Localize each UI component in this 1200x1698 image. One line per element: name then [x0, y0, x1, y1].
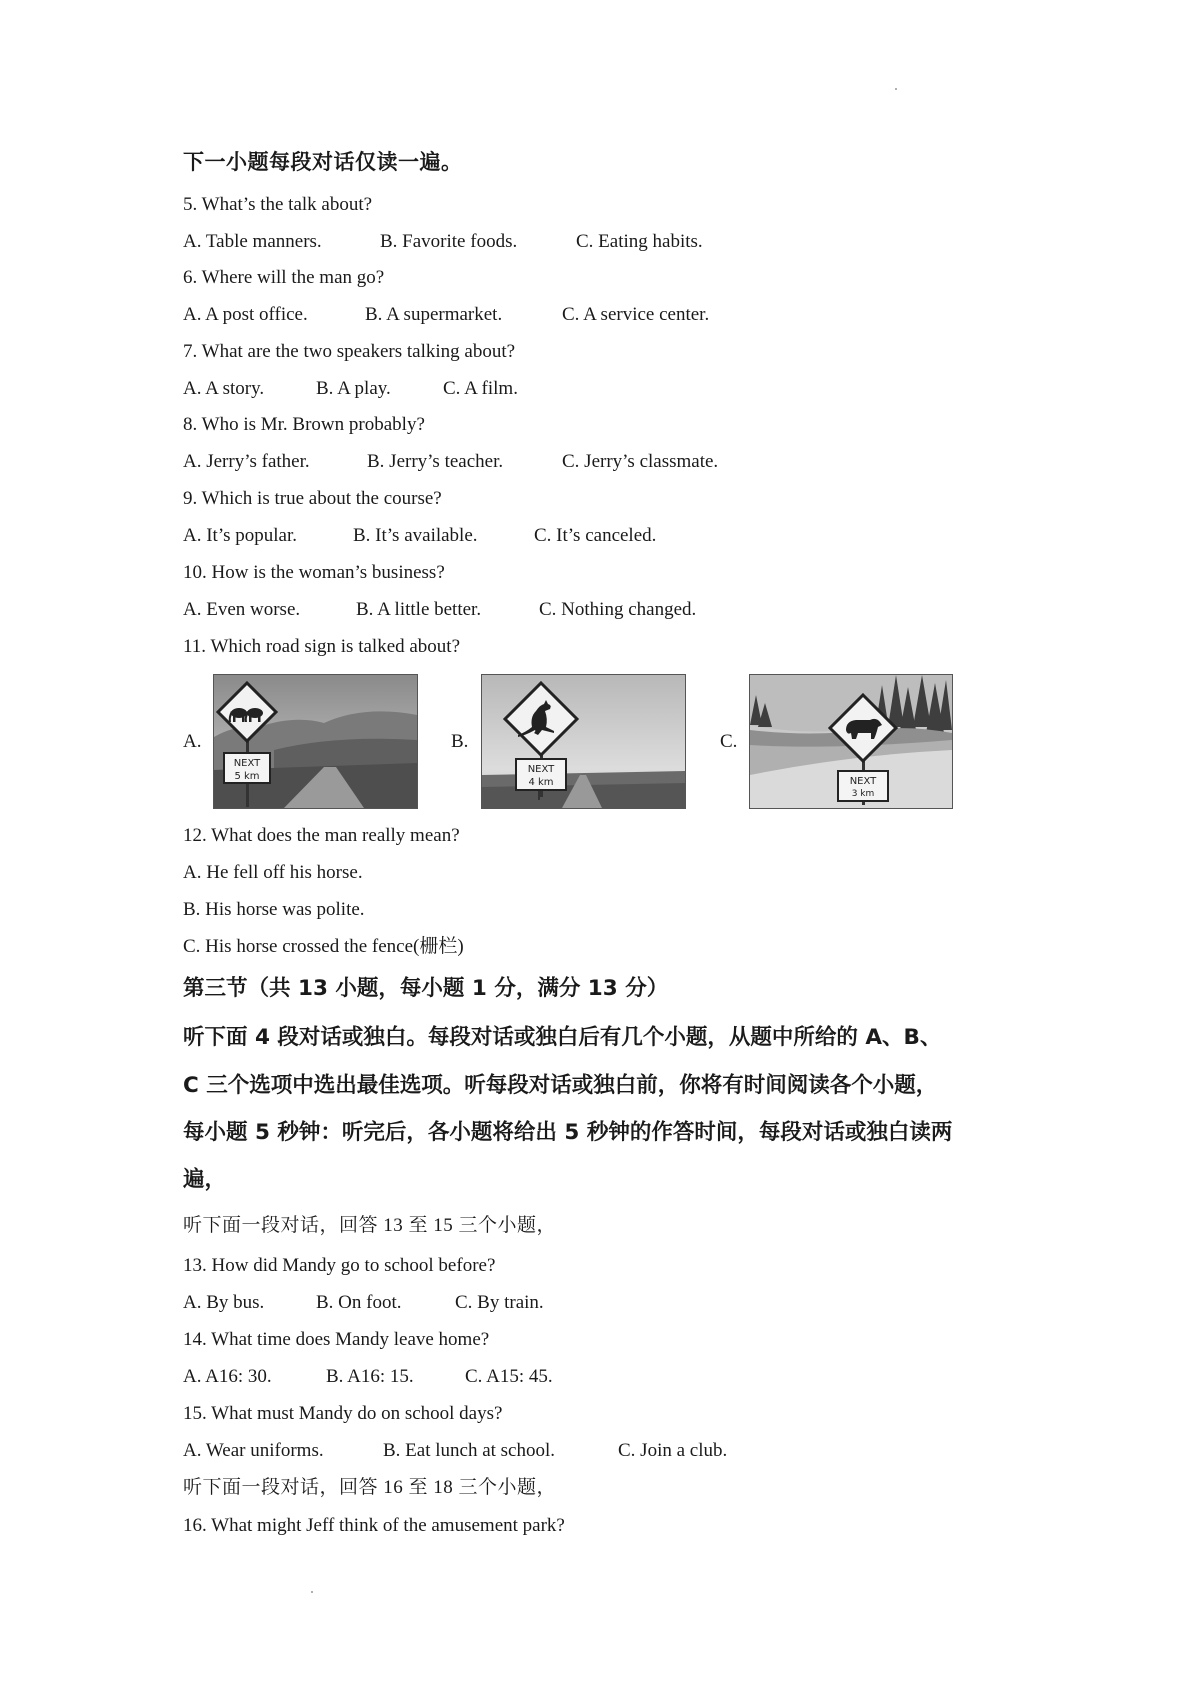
- option-a: A. Jerry’s father.: [183, 451, 310, 472]
- option-b: B. Jerry’s teacher.: [367, 451, 504, 472]
- sign-option-b-label: B.: [451, 731, 469, 752]
- question-7-options: [183, 377, 943, 401]
- scan-speck: [311, 1591, 313, 1593]
- option-b: B. On foot.: [316, 1292, 402, 1313]
- question-9: 9. Which is true about the course?: [183, 488, 442, 509]
- sign-option-c-label: C.: [720, 731, 738, 752]
- option-c: C. It’s canceled.: [534, 525, 657, 546]
- option-c: C. A film.: [443, 378, 518, 399]
- sign-option-a-label: A.: [183, 731, 202, 752]
- question-13-options: [183, 1291, 943, 1315]
- section-3-title: 第三节（共 13 小题，每小题 1 分，满分 13 分）: [183, 976, 669, 1001]
- option-b: B. A supermarket.: [365, 304, 503, 325]
- section-3-instructions-line-2: C 三个选项中选出最佳选项。听每段对话或独白前，你将有时间阅读各个小题，: [183, 1073, 938, 1098]
- option-a: A. A story.: [183, 378, 265, 399]
- question-6: 6. Where will the man go?: [183, 267, 385, 288]
- option-c: C. By train.: [455, 1292, 544, 1313]
- option-b: B. Favorite foods.: [380, 231, 518, 252]
- option-c: C. Join a club.: [618, 1440, 728, 1461]
- option-a: A. A post office.: [183, 304, 308, 325]
- question-7: 7. What are the two speakers talking about?: [183, 341, 516, 362]
- option-b: B. It’s available.: [353, 525, 478, 546]
- question-10: 10. How is the woman’s business?: [183, 562, 445, 583]
- question-12-option-b: B. His horse was polite.: [183, 899, 365, 920]
- sign-c-next-text: NEXT: [849, 776, 877, 787]
- question-11: 11. Which road sign is talked about?: [183, 636, 461, 657]
- option-b: B. A little better.: [356, 599, 482, 620]
- section-3-instructions-line-4: 遍，: [183, 1167, 227, 1192]
- option-a: A. By bus.: [183, 1292, 265, 1313]
- option-b: B. A16: 15.: [326, 1366, 414, 1387]
- question-13: 13. How did Mandy go to school before?: [183, 1255, 496, 1276]
- option-a: A. Even worse.: [183, 599, 301, 620]
- question-8-options: [183, 450, 943, 474]
- sign-c-distance-text: 3 km: [851, 789, 875, 799]
- question-10-options: [183, 598, 943, 622]
- question-12-option-a: A. He fell off his horse.: [183, 862, 363, 883]
- road-sign-photo-b: [481, 674, 686, 809]
- question-14-options: [183, 1365, 943, 1389]
- section-3-instructions-line-3: 每小题 5 秒钟：听完后，各小题将给出 5 秒钟的作答时间，每段对话或独白读两: [183, 1120, 953, 1145]
- option-c: C. Jerry’s classmate.: [562, 451, 719, 472]
- question-15-options: [183, 1439, 943, 1463]
- question-5-options: [183, 230, 943, 254]
- road-sign-photo-c: [749, 674, 953, 809]
- option-c: C. A15: 45.: [465, 1366, 553, 1387]
- question-6-options: [183, 303, 943, 327]
- question-8: 8. Who is Mr. Brown probably?: [183, 414, 425, 435]
- sign-b-distance-text: 4 km: [528, 777, 554, 788]
- question-14: 14. What time does Mandy leave home?: [183, 1329, 490, 1350]
- road-sign-photo-a: [213, 674, 418, 809]
- group-2-intro: 听下面一段对话，回答 16 至 18 三个小题，: [183, 1477, 557, 1498]
- question-5: 5. What’s the talk about?: [183, 194, 373, 215]
- option-b: B. A play.: [316, 378, 391, 399]
- option-a: A. It’s popular.: [183, 525, 297, 546]
- section-3-instructions-line-1: 听下面 4 段对话或独白。每段对话或独白后有几个小题，从题中所给的 A、B、: [183, 1025, 942, 1050]
- question-16: 16. What might Jeff think of the amusement park?: [183, 1515, 565, 1536]
- question-12-option-c: C. His horse crossed the fence(栅栏): [183, 936, 464, 957]
- scan-speck: [895, 88, 897, 90]
- question-15: 15. What must Mandy do on school days?: [183, 1403, 503, 1424]
- sign-b-next-text: NEXT: [527, 764, 555, 775]
- question-9-options: [183, 524, 943, 548]
- sign-a-next-text: NEXT: [233, 758, 261, 769]
- option-c: C. Nothing changed.: [539, 599, 697, 620]
- option-a: A. Wear uniforms.: [183, 1440, 324, 1461]
- question-12: 12. What does the man really mean?: [183, 825, 460, 846]
- option-b: B. Eat lunch at school.: [383, 1440, 556, 1461]
- group-1-intro: 听下面一段对话，回答 13 至 15 三个小题，: [183, 1215, 557, 1236]
- sign-a-distance-text: 5 km: [234, 771, 260, 782]
- section-heading: 下一小题每段对话仅读一遍。: [183, 150, 463, 174]
- option-a: A. Table manners.: [183, 231, 322, 252]
- option-a: A. A16: 30.: [183, 1366, 272, 1387]
- option-c: C. Eating habits.: [576, 231, 703, 252]
- option-c: C. A service center.: [562, 304, 710, 325]
